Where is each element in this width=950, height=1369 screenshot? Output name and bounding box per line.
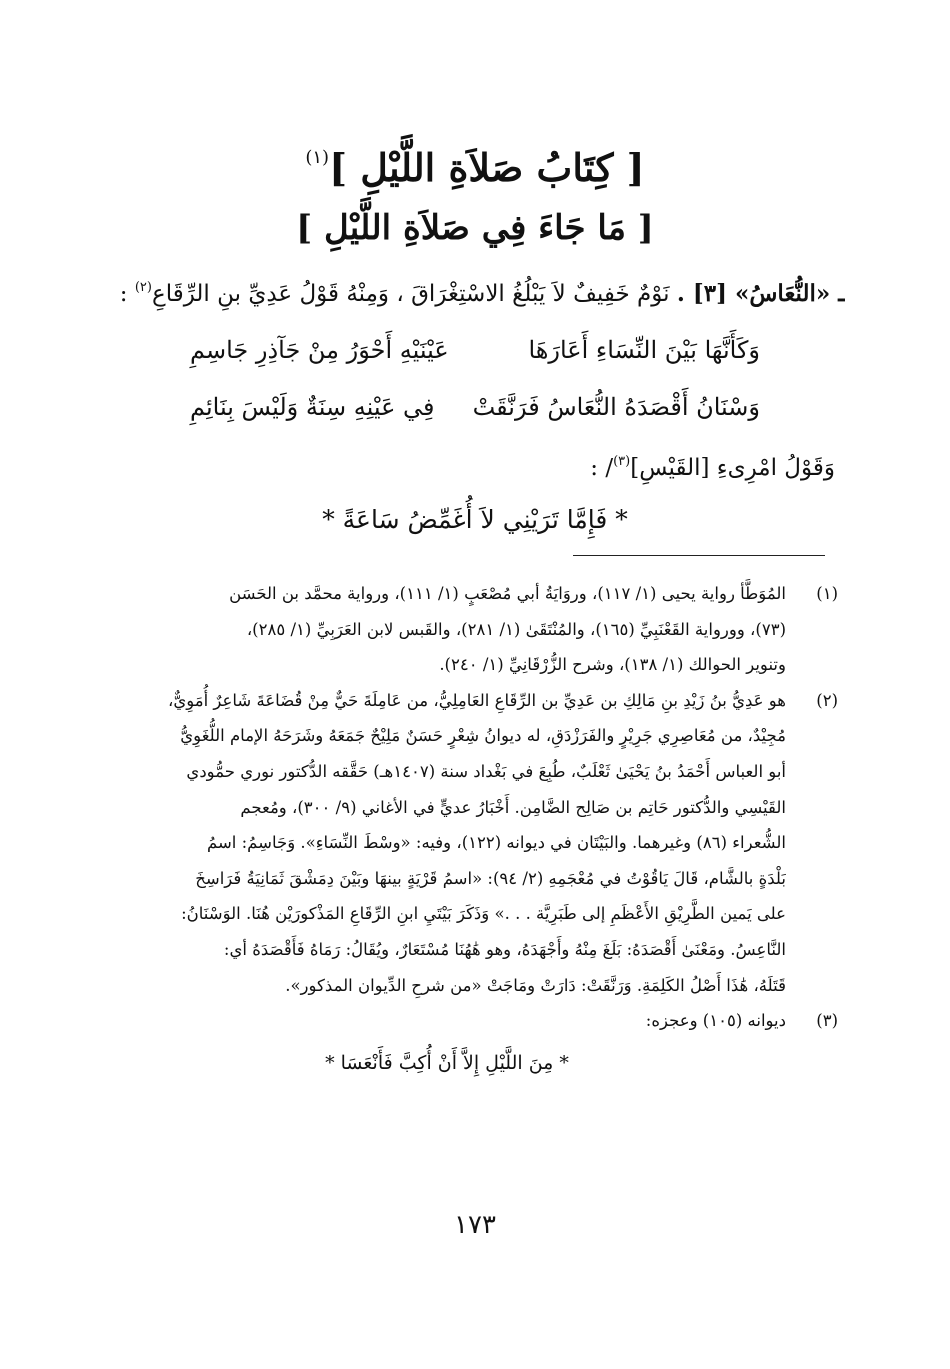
quotation-intro (590, 440, 835, 490)
footnote-line: (٧٣)، وورواية القَعْنَبِيِّ (١٦٥)، والمُنْتَقَىٰ (١/ ٢٨١)، والقَبس لابن العَرَبِيِّ (١/ ٢٨٥)، (246, 619, 786, 639)
footnote-line: الشُّعراء (٨٦) وغيرهما. والبَيْتَان في ديوانه (١٢٢)، وفيه: «وسْطَ النِّسَاءِ». وَجَاسِمُ: اسمُ (206, 833, 786, 853)
footnote (108, 576, 838, 683)
footnote-number: (٣) (816, 1011, 838, 1031)
chapter-title-footnote-ref: (١) (305, 147, 330, 168)
footnote-line: أبو العباس أَحْمَدُ بنُ يَحْيَىٰ ثَعْلَبٌ، طُبِعَ في بَغْداد سنة (١٤٠٧هـ) حَقَّقه الدُّكتور نوري حمُّودي (186, 761, 786, 781)
entry-headword: ـ «النُّعَاسُ» [٣] . (676, 280, 845, 307)
footnote-line: مُجِيْدٌ، من مُعَاصِرِي جَرِيْرٍ والفَرَزْدَقِ، له ديوانُ شِعْرٍ حَسَنٌ مَلِيْحٌ جَمَعَهُ وشَرَحَهُ الإمام اللُّغَوِيُّ (180, 726, 786, 746)
footnote (108, 683, 838, 1003)
footnote-line: النَّاعِسُ. ومَعْنَىٰ أَقْصَدَهُ: بَلَغَ مِنْهُ وأَجْهَدَهُ، وهو هَٰهُنَا مُسْتَعَارٌ، ويُقَالُ: رَمَاهُ فَأَقْصَدَهُ أي: (223, 939, 786, 959)
footnote-line: بَلْدَةٍ بالشَّام، قَالَ يَاقُوْتُ في مُعْجَمِهِ (٢/ ٩٤): «اسمُ قَرْيَةٍ بينهَا وبَيْنَ دِمَشْقَ ثَمَانِيَةُ فَرَاسِخَ (195, 868, 786, 888)
verse-second-hemistich: عَيْنَيْهِ أَحْوَرُ مِنْ جَآذِرِ جَاسِمِ (190, 336, 449, 364)
entry-footnote-ref: (٢) (134, 280, 152, 295)
verse-first-hemistich: وَكَأَنَّهَا بَيْنَ النِّسَاءِ أَعَارَهَا (528, 336, 760, 364)
footnote-line: ديوانه (١٠٥) وعجزه: (645, 1011, 786, 1031)
verse-first-hemistich: وَسْنَانُ أَقْصَدَهُ النُّعَاسُ فَرَنَّقَتْ (472, 393, 760, 421)
footnotes (108, 576, 838, 1085)
footnote-line: القَيْسِي والدُّكتور حَاتِم بن صَالِح الضَّامِن. أَخْبَارُ عديٍّ في الأغاني (٩/ ٣٠٠)، ومُعجم (240, 797, 786, 817)
section-title: [ مَا جَاءَ فِي صَلاَةِ اللَّيْلِ ] (296, 208, 654, 248)
lexical-entry (105, 268, 845, 314)
verse-second-hemistich: فِي عَيْنِهِ سِنَةٌ وَلَيْسَ بِنَائِمِ (190, 393, 435, 421)
footnote-number: (١) (816, 584, 838, 603)
poem-verse (190, 328, 760, 372)
footnote (108, 1003, 838, 1085)
entry-colon: : (119, 281, 135, 307)
footnote-verse: * مِنَ اللَّيْلِ إِلاَّ أَنْ أُكِبَّ فَأَنْعَسَا * (325, 1051, 569, 1074)
footnote-line: المُوَطَّأ رواية يحيى (١/ ١١٧)، وروَايَةُ أبي مُصْعَبٍ (١/ ١١١)، ورواية محمَّد بن الحَسَن (229, 584, 786, 603)
entry-definition: نَوْمٌ خَفِيفٌ لاَ يَبْلُغُ الاسْتِغْرَاقَ ، وَمِنْهُ قَوْلُ عَدِيِّ بنِ الرِّقَاعِ (151, 281, 677, 307)
footnote-line: قَتَلَهُ، هَٰذَا أَصْلُ الكَلِمَةِ. وَرَنَّقَتْ: دَارَتْ ومَاجَتْ «من شرحِ الدِّيوان المذكور». (285, 975, 786, 995)
footnote-separator (573, 555, 825, 556)
chapter-title-text: [ كِتَابُ صَلاَةِ اللَّيْلِ ] (329, 145, 645, 190)
footnote-line: على يَمين الطَّرِيْقِ الأَعْظَمِ إلى طَبَرِيَّة . . .» وَذَكَرَ بَيْتَيِ ابنِ الرِّقَاعِ المَذْكورَيْن هُنَا. الوَسْنَانُ: (181, 904, 786, 924)
footnote-line: وتنوير الحوالك (١/ ١٣٨)، وشرح الزُّرْقَانِيِّ (١/ ٢٤٠). (439, 655, 786, 675)
chapter-title (0, 128, 950, 198)
footnote-number: (٢) (816, 690, 838, 710)
quotation-footnote-ref: (٣) (613, 454, 631, 469)
quotation-intro-tail: / : (590, 455, 614, 481)
page-number: ١٧٣ (454, 1210, 496, 1240)
quoted-hemistich: * فَإِمَّا تَرَيْنِي لاَ أُغَمِّضُ سَاعَةً * (322, 505, 628, 534)
quotation-intro-text: وَقَوْلُ امْرِىءِ [القَيْسِ] (630, 455, 835, 481)
footnote-line: هو عَدِيُّ بنُ زَيْدِ بنِ مَالِكِ بن عَدِيِّ بن الرِّقَاعِ العَامِلِيُّ، من عَامِلَةَ حَيٌّ مِنْ قُضَاعَةَ شَاعِرٌ أُمَوِيٌّ، (168, 690, 786, 710)
poem-verse (190, 385, 760, 429)
